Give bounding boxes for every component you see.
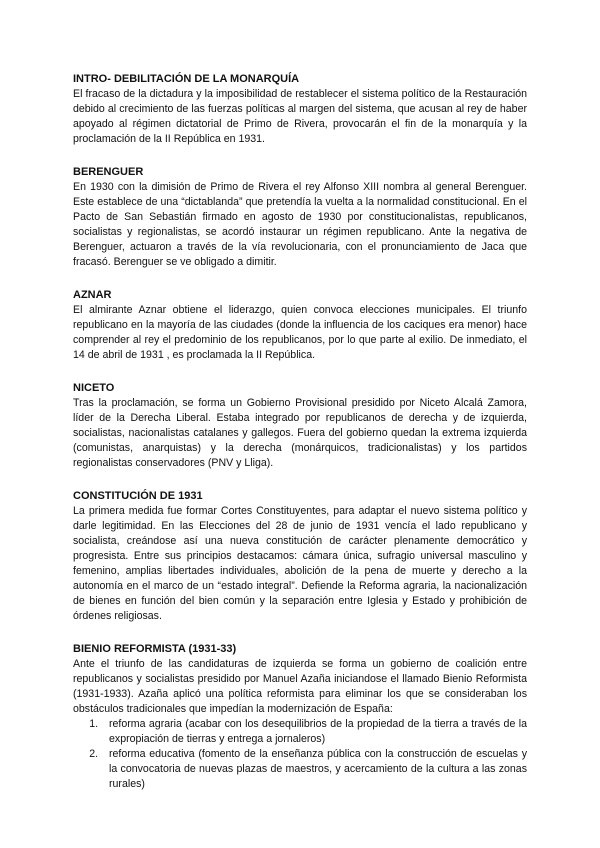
section-berenguer [73,165,527,270]
section-heading: AZNAR [73,289,112,301]
section-paragraph: Ante el triunfo de las candidaturas de izquierda se forma un gobierno de coalición entre republicanos y socialistas presidido por Manuel Azaña iniciandose el llamado Bienio Reformista (1931-1933). Azaña aplicó una política reformista para eliminar los que se consideraban los obstáculos tradicionales que impedían la modernización de España: [73,658,527,715]
section-constitucion [73,489,527,624]
list-item: 1. reforma agraria (acabar con los desequilibrios de la propiedad de la tierra a través de la expropiación de tierras y entrega a jornaleros) [101,717,527,747]
section-paragraph: En 1930 con la dimisión de Primo de Rivera el rey Alfonso XIII nombra al general Berenguer. Este establece de una “dictablanda” que pretendía la vuelta a la normalidad constitucional. En el Pacto de San Sebastián firmado en agosto de 1930 por constitucionalistas, republicanos, socialistas y regionalistas, se acordó instaurar un régimen republicano. Ante la negativa de Berenguer, actuaron a través de la vía revolucionaria, con el pronunciamiento de Jaca que fracasó. Berenguer se ve obligado a dimitir. [73,181,527,268]
section-paragraph: La primera medida fue formar Cortes Constituyentes, para adaptar el nuevo sistema político y darle legitimidad. En las Elecciones del 28 de junio de 1931 vencía el lado republicano y socialista, creándose así una nueva constitución de carácter plenamente democrático y progresista. Entre sus principios destacamos: cámara única, sufragio universal masculino y femenino, amplias libertades individuales, abolición de la pena de muerte y derecho a la autonomía en el marco de un “estado integral”. Defiende la Reforma agraria, la nacionalización de bienes en función del bien común y la separación entre Iglesia y Estado y prohibición de órdenes religiosas. [73,505,527,622]
section-niceto [73,381,527,471]
section-heading: BERENGUER [73,166,144,178]
section-heading: CONSTITUCIÓN DE 1931 [73,490,203,502]
section-intro [73,72,527,147]
section-heading: BIENIO REFORMISTA (1931-33) [73,643,237,655]
list-item: 2. reforma educativa (fomento de la enseñanza pública con la construcción de escuelas y la convocatoria de nuevas plazas de maestros, y acercamiento de la cultura a las zonas rurales) [101,747,527,792]
section-heading: NICETO [73,382,115,394]
document-page [73,72,527,810]
section-paragraph: Tras la proclamación, se forma un Gobierno Provisional presidido por Niceto Alcalá Zamora, líder de la Derecha Liberal. Estaba integrado por republicanos de derecha y de izquierda, socialistas, nacionalistas catalanes y gallegos. Fuera del gobierno quedan la extrema izquierda (comunistas, anarquistas) y la derecha (monárquicos, tradicionalistas) y los partidos regionalistas conservadores (PNV y Lliga). [73,397,527,469]
section-heading: INTRO- DEBILITACIÓN DE LA MONARQUÍA [73,73,300,85]
section-aznar [73,288,527,363]
section-paragraph: El almirante Aznar obtiene el liderazgo, quien convoca elecciones municipales. El triunfo republicano en la mayoría de las ciudades (donde la influencia de los caciques era menor) hace comprender al rey el predominio de los republicanos, por lo que parte al exilio. De inmediato, el 14 de abril de 1931 , es proclamada la II República. [73,304,527,361]
section-paragraph: El fracaso de la dictadura y la imposibilidad de restablecer el sistema político de la Restauración debido al crecimiento de las fuerzas políticas al margen del sistema, que acusan al rey de haber apoyado al régimen dictatorial de Primo de Rivera, provocarán el fin de la monarquía y la proclamación de la II República en 1931. [73,88,527,145]
section-bienio [73,642,527,792]
reform-list [73,717,527,792]
